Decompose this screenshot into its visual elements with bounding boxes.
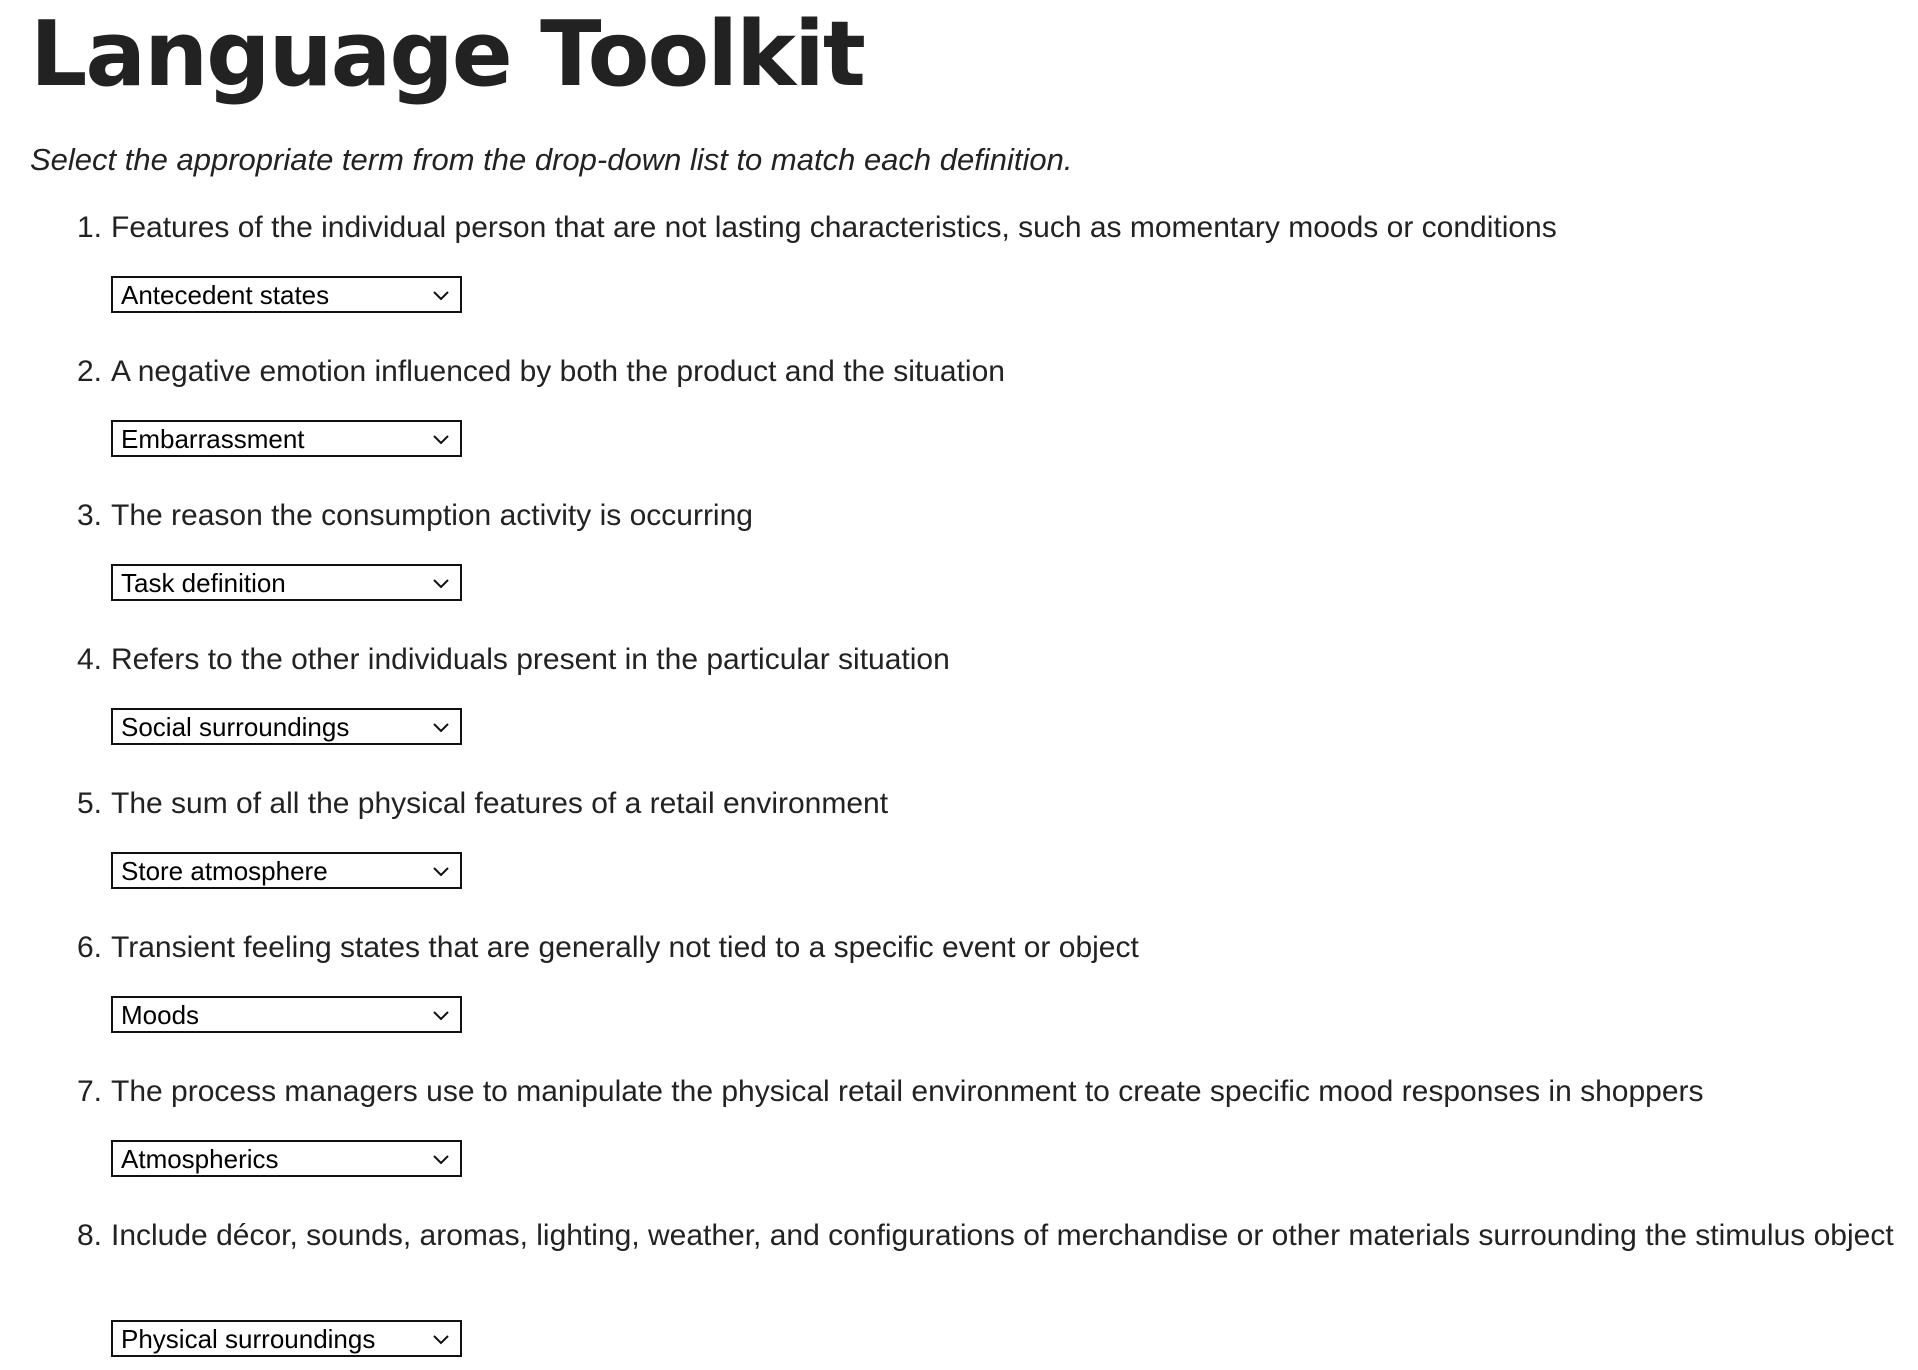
question-number: 1. (76, 211, 102, 244)
dropdown-selected-value: Embarrassment (121, 424, 305, 454)
chevron-down-icon (431, 573, 451, 593)
question-text: The process managers use to manipulate the physical retail environment to create specific mood responses in shoppers (111, 1075, 1704, 1108)
question-number: 2. (76, 355, 102, 388)
chevron-down-icon (431, 861, 451, 881)
question-number: 6. (76, 931, 102, 964)
term-dropdown[interactable] (111, 420, 462, 457)
term-dropdown[interactable] (111, 852, 462, 889)
question-text: Transient feeling states that are generally not tied to a specific event or object (111, 931, 1139, 964)
dropdown-selected-value: Moods (121, 1000, 200, 1030)
term-dropdown[interactable] (111, 564, 462, 601)
dropdown-selected-value: Atmospherics (121, 1144, 279, 1174)
chevron-down-icon (431, 1005, 451, 1025)
term-dropdown[interactable] (111, 708, 462, 745)
page-title: Language Toolkit (30, 2, 864, 107)
question-number: 7. (76, 1075, 102, 1108)
chevron-down-icon (431, 717, 451, 737)
chevron-down-icon (431, 285, 451, 305)
chevron-down-icon (431, 429, 451, 449)
dropdown-selected-value: Task definition (121, 568, 286, 598)
question-number: 5. (76, 787, 102, 820)
question-number: 4. (76, 643, 102, 676)
question-text: The sum of all the physical features of a retail environment (111, 787, 889, 820)
question-text: Include décor, sounds, aromas, lighting, weather, and configurations of merchandise or other materials surrounding the stimulus object (111, 1219, 1894, 1252)
term-dropdown[interactable] (111, 1140, 462, 1177)
term-dropdown[interactable] (111, 1320, 462, 1357)
question-number: 8. (76, 1219, 102, 1252)
instructions-text: Select the appropriate term from the drop-down list to match each definition. (30, 142, 1073, 177)
dropdown-selected-value: Physical surroundings (121, 1324, 376, 1354)
dropdown-selected-value: Social surroundings (121, 712, 350, 742)
chevron-down-icon (431, 1149, 451, 1169)
question-text: A negative emotion influenced by both the product and the situation (111, 355, 1005, 388)
term-dropdown[interactable] (111, 996, 462, 1033)
term-dropdown[interactable] (111, 276, 462, 313)
question-number: 3. (76, 499, 102, 532)
question-text: Features of the individual person that are not lasting characteristics, such as momentary moods or conditions (111, 211, 1557, 244)
chevron-down-icon (431, 1329, 451, 1349)
dropdown-selected-value: Antecedent states (121, 280, 330, 310)
dropdown-selected-value: Store atmosphere (121, 856, 328, 886)
question-text: The reason the consumption activity is occurring (111, 499, 753, 532)
question-text: Refers to the other individuals present in the particular situation (111, 643, 950, 676)
